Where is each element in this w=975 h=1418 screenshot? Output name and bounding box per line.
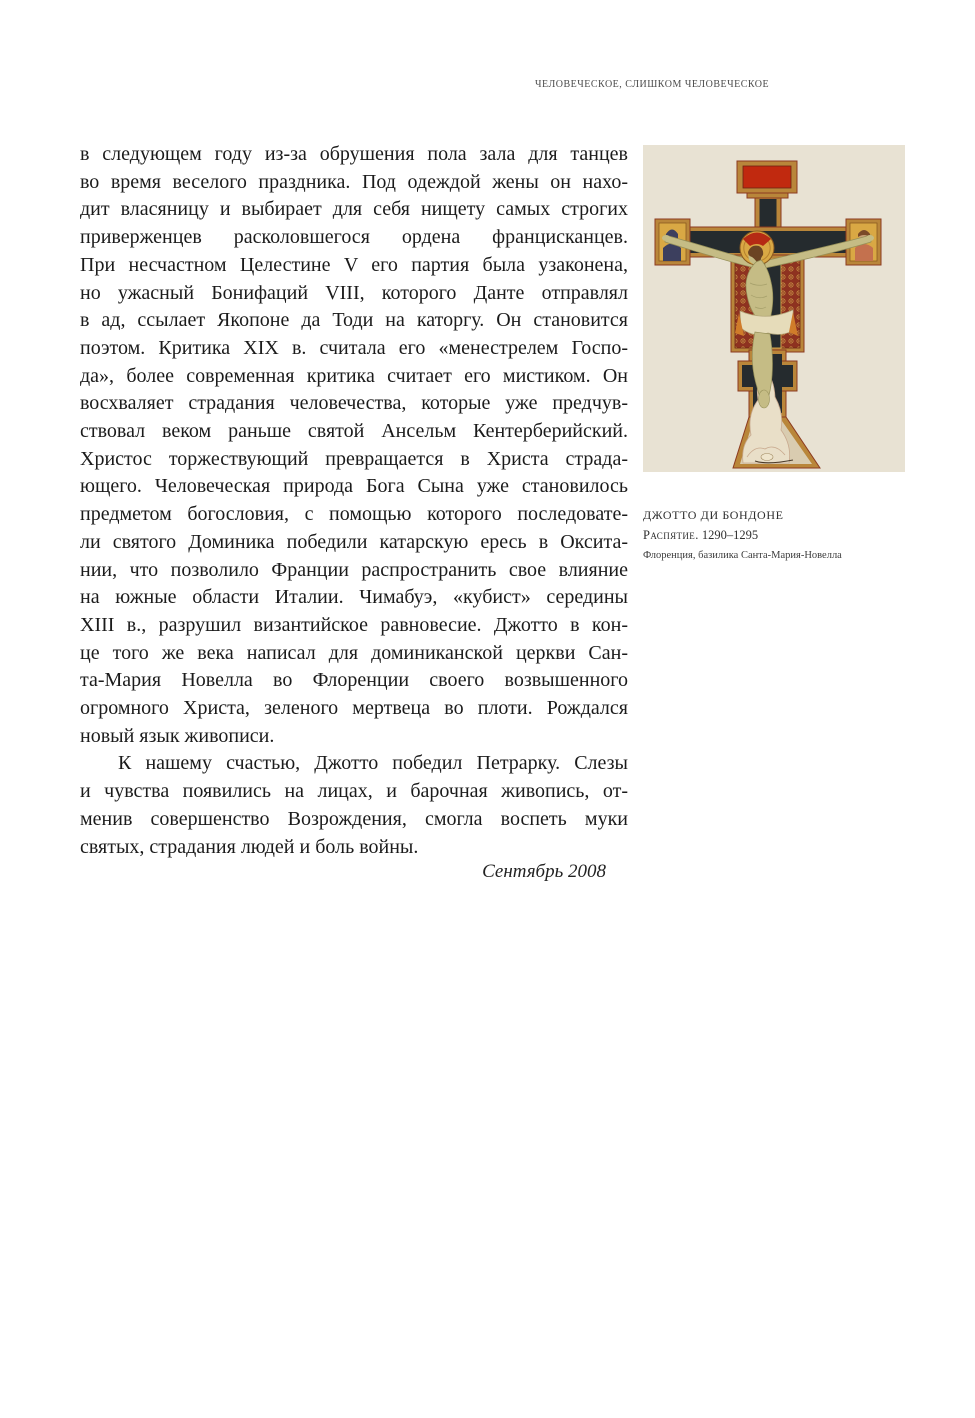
text-line: и чувства появились на лицах, и барочная живопись, от- [80,780,628,803]
running-header: ЧЕЛОВЕЧЕСКОЕ, СЛИШКОМ ЧЕЛОВЕЧЕСКОЕ [535,79,770,90]
text-line: восхваляет страдания человечества, которые уже предчув- [80,392,628,415]
text-line: XIII в., разрушил византийское равновесие. Джотто в кон- [80,613,628,636]
figure-crucifix [643,145,905,561]
text-line: на южные области Италии. Чимабуэ, «кубист» середины [80,586,628,609]
text-line: святых, страдания людей и боль войны. [80,835,419,858]
text-line: во время веселого праздника. Под одеждой жены он нахо- [80,170,628,193]
text-line: ли святого Доминика победили катарскую ересь в Оксита- [80,530,628,553]
text-line: При несчастном Целестине V его партия была узаконена, [80,253,628,276]
text-line: ствовал веком раньше святой Ансельм Кентерберийский. [80,420,628,443]
caption-location: Флоренция, базилика Санта-Мария-Новелла [643,550,842,561]
cimasa-panel [737,161,797,198]
caption-title-text: Распятие. [643,528,699,542]
text-line: К нашему счастью, Джотто победил Петрарку. Слезы [118,752,628,775]
caption-title-dates: 1290–1295 [701,528,759,542]
body-text [80,141,628,861]
date-signature: Сентябрь 2008 [482,861,606,882]
text-line: в ад, ссылает Якопоне да Тоди на каторгу. Он становится [80,309,628,332]
text-line: да», более современная критика считает его мистиком. Он [80,364,628,387]
caption-artist: ДЖОТТО ДИ БОНДОНЕ [643,508,784,522]
crucifix-painting-image [643,145,905,472]
text-line: новый язык живописи. [80,724,275,747]
text-line: це того же века написал для доминиканской церкви Сан- [80,641,628,664]
text-line: но ужасный Бонифаций VIII, которого Данте отправлял [80,281,628,304]
text-line: менив совершенство Возрождения, смогла воспеть муки [80,807,628,830]
text-line: нии, что позволило Франции распространить свое влияние [80,558,628,581]
text-line: в следующем году из-за обрушения пола зала для танцев [80,143,628,165]
figure-caption [643,508,905,561]
text-line: Христос торжествующий превращается в Христа страда- [80,447,628,470]
crucifix-artwork [643,145,905,472]
text-line: приверженцев расколовшегося ордена францисканцев. [80,226,628,249]
text-line: дит власяницу и выбирает для себя нищету самых строгих [80,198,628,221]
text-line: огромного Христа, зеленого мертвеца во плоти. Рождался [80,697,628,720]
caption-title [643,528,905,543]
text-line: та-Мария Новелла во Флоренции своего возвышенного [80,669,628,692]
text-line: ющего. Человеческая природа Бога Сына уже становилось [80,475,628,498]
text-line: поэтом. Критика XIX в. считала его «менестрелем Госпо- [80,336,628,359]
text-line: предметом богословия, с помощью которого последовате- [80,503,628,526]
